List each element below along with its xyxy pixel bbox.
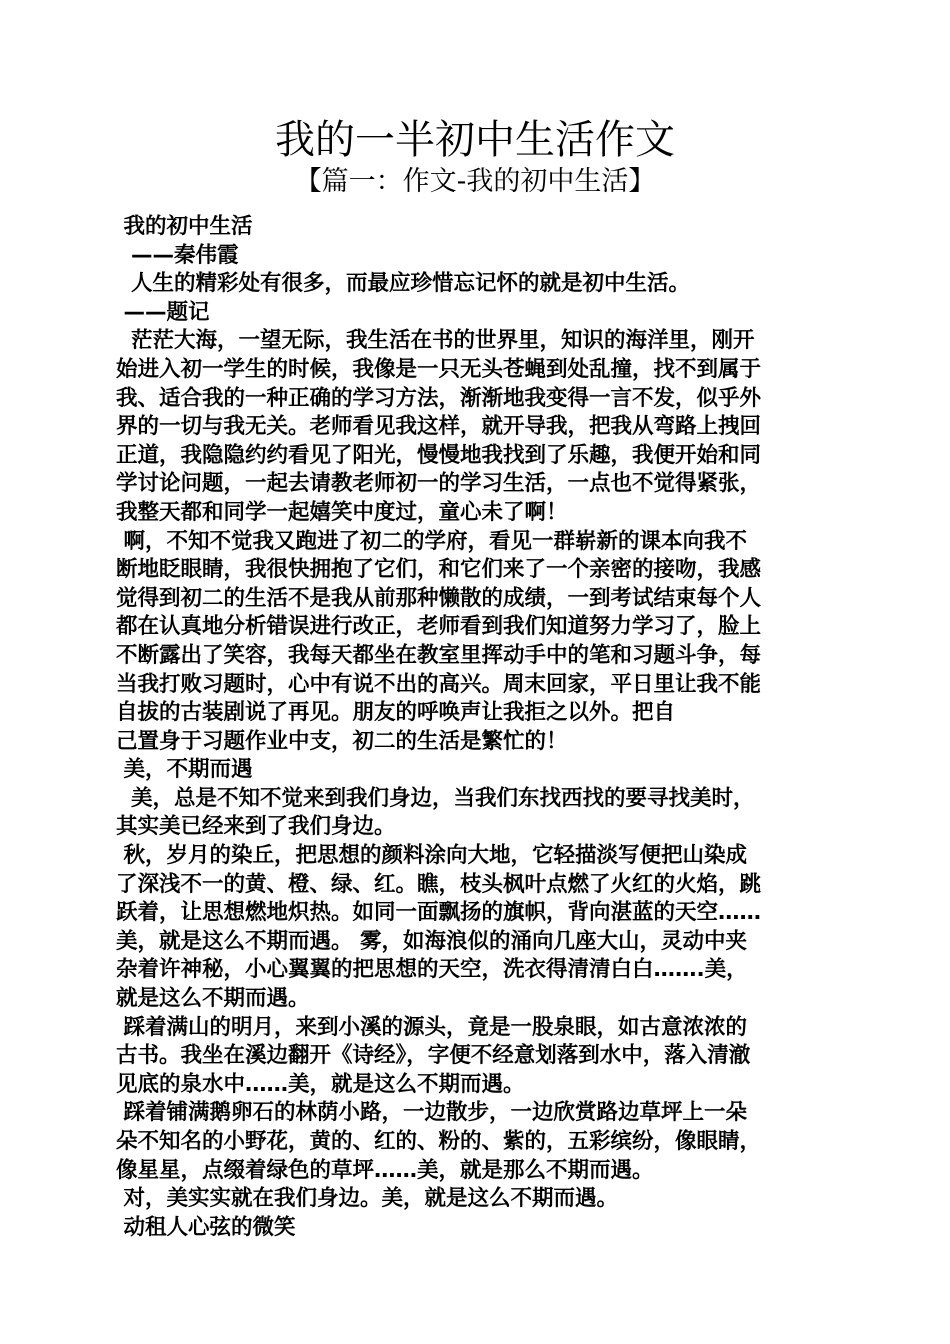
body-line: 断地眨眼睛，我很快拥抱了它们，和它们来了一个亲密的接吻，我感 (116, 557, 762, 583)
body-line: 就是这么不期而遇。 (116, 986, 310, 1012)
body-line: 美，就是这么不期而遇。 雾，如海浪似的涌向几座大山，灵动中夹 (116, 928, 747, 954)
body-line: 朵不知名的小野花，黄的、红的、粉的、紫的，五彩缤纷，像眼睛， (116, 1129, 762, 1154)
body-line: 人生的精彩处有很多，而最应珍惜忘记怀的就是初中生活。 (116, 271, 690, 297)
body-line: 正道，我隐隐约约看见了阳光，慢慢地我找到了乐趣，我便开始和同 (116, 442, 762, 468)
body-line: 踩着满山的明月，来到小溪的源头，竟是一股泉眼，如古意浓浓的 (116, 1014, 747, 1040)
body-line: 踩着铺满鹅卵石的林荫小路，一边散步，一边欣赏路边草坪上一朵 (116, 1100, 747, 1126)
body-line: 美，不期而遇 (116, 757, 253, 783)
body-line: 跃着，让思想燃地炽热。如同一面飘扬的旗帜，背向湛蓝的天空…… (116, 900, 762, 926)
body-line: 见底的泉水中……美，就是这么不期而遇。 (116, 1071, 525, 1097)
body-line: ——题记 (116, 299, 210, 325)
body-line: 学讨论问题，一起去请教老师初一的学习生活，一点也不觉得紧张， (116, 471, 762, 497)
body-line: 秋，岁月的染丘，把思想的颜料涂向大地，它轻描淡写便把山染成 (116, 843, 747, 869)
document-title: 我的一半初中生活作文 (275, 117, 675, 163)
body-line: 自拔的古装剧说了再见。朋友的呼唤声让我拒之以外。把自 (116, 700, 676, 726)
body-line: 啊，不知不觉我又跑进了初二的学府，看见一群崭新的课本向我不 (116, 528, 747, 554)
body-line: 我、适合我的一种正确的学习方法，渐渐地我变得一言不发，似乎外 (116, 385, 762, 411)
body-line: 杂着许神秘，小心翼翼的把思想的天空，洗衣得清清白白…….美， (116, 957, 748, 983)
document-subtitle: 【篇一：作文-我的初中生活】 (294, 166, 656, 197)
body-line: 美，总是不知不觉来到我们身边，当我们东找西找的要寻找美时， (116, 785, 755, 811)
body-line: 我的初中生活 (116, 214, 253, 239)
body-line: 觉得到初二的生活不是我从前那种懒散的成绩，一到考试结束每个人 (116, 585, 762, 611)
body-line: 茫茫大海，一望无际，我生活在书的世界里，知识的海洋里，刚开 (116, 328, 755, 354)
body-line: 始进入初一学生的时候，我像是一只无头苍蝇到处乱撞，找不到属于 (116, 356, 762, 382)
body-line: 我整天都和同学一起嬉笑中度过，童心未了啊！ (116, 499, 568, 525)
body-line: 了深浅不一的黄、橙、绿、红。瞧，枝头枫叶点燃了火红的火焰，跳 (116, 871, 762, 897)
body-line: 不断露出了笑容，我每天都坐在教室里挥动手中的笔和习题斗争，每 (116, 642, 762, 668)
body-line: 己置身于习题作业中支，初二的生活是繁忙的！ (116, 728, 568, 754)
document-body (116, 213, 846, 1242)
body-line: 动租人心弦的微笑 (116, 1214, 296, 1240)
body-line: 像星星，点缀着绿色的草坪……美，就是那么不期而遇。 (116, 1157, 654, 1183)
body-line: 其实美已经来到了我们身边。 (116, 814, 396, 840)
body-line: 都在认真地分析错误进行改正，老师看到我们知道努力学习了，脸上 (116, 614, 762, 640)
body-line: 界的一切与我无关。老师看见我这样，就开导我，把我从弯路上拽回 (116, 414, 762, 440)
body-line: 对，美实实就在我们身边。美，就是这么不期而遇。 (116, 1186, 618, 1212)
body-line: 古书。我坐在溪边翻开《诗经》，字便不经意划落到水中，落入清澈 (116, 1043, 751, 1069)
body-line: ——秦伟霞 (116, 242, 239, 268)
body-line: 当我打败习题时，心中有说不出的高兴。周末回家，平日里让我不能 (116, 671, 762, 697)
